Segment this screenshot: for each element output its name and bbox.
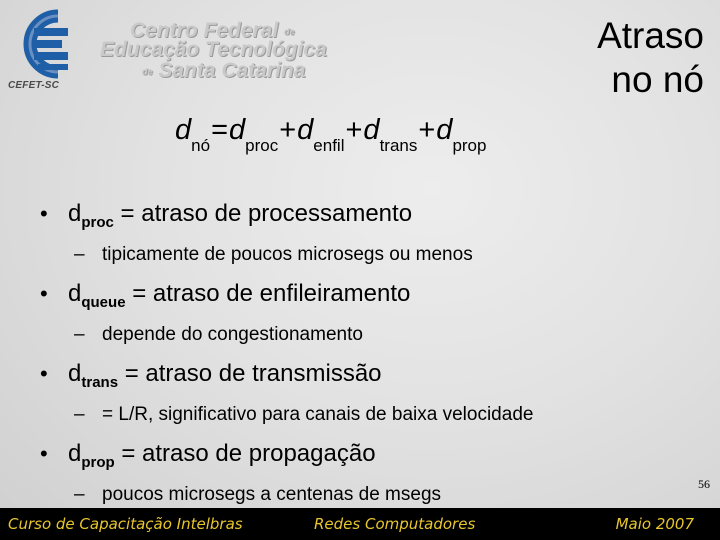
logo-caption: CEFET-SC	[8, 80, 60, 91]
bullet-dot: •	[40, 441, 48, 466]
formula-sub-trans: trans	[379, 136, 418, 155]
formula-var: d	[363, 114, 380, 146]
formula-sub-no: nó	[191, 136, 211, 155]
sub-bullet-item: – poucos microsegs a centenas de msegs	[74, 484, 442, 505]
bullet-item: • $d_{trans}$ = atraso de transmissão	[40, 360, 382, 391]
bullet-dash: –	[74, 404, 85, 425]
cefet-logo-icon	[8, 6, 74, 82]
formula-sub-enfil: enfil	[313, 136, 345, 155]
formula-plus: +	[345, 114, 363, 146]
footer-subject: Redes Computadores	[314, 515, 476, 533]
bullet-item: • $d_{proc}$ = atraso de processamento	[40, 200, 413, 231]
logo-text-line1: Centro Federal de	[130, 19, 295, 42]
slide-title	[597, 14, 704, 102]
bullet-dash: –	[74, 484, 85, 505]
sub-bullet-item: – tipicamente de poucos microsegs ou menos	[74, 244, 473, 265]
bullet-dash: –	[74, 324, 85, 345]
bullet-item: • $d_{queue}$ = atraso de enfileiramento	[40, 280, 411, 311]
delay-formula	[175, 114, 486, 156]
bullet-dot: •	[40, 361, 48, 386]
slide-title-line2: no nó	[611, 59, 704, 100]
formula-plus: +	[418, 114, 436, 146]
bullet-dot: •	[40, 201, 48, 226]
slide-title-line1: Atraso	[597, 15, 704, 56]
formula-equals: =	[211, 114, 228, 146]
institution-logo	[0, 0, 345, 100]
logo-text-line3: de Santa Catarina	[142, 59, 306, 82]
bullet-item: • $d_{prop}$ = atraso de propagação	[40, 440, 376, 471]
formula-var: d	[175, 114, 192, 146]
logo-text-line2: Educação Tecnológica	[100, 38, 327, 61]
formula-sub-prop: prop	[452, 136, 487, 155]
page-number: 56	[698, 477, 710, 491]
formula-sub-proc: proc	[245, 136, 279, 155]
footer-bar	[0, 508, 720, 540]
sub-bullet-item: – = L/R, significativo para canais de baixa velocidade	[74, 404, 534, 425]
sub-bullet-item: – depende do congestionamento	[74, 324, 363, 345]
formula-var: d	[436, 114, 453, 146]
footer-date: Maio 2007	[615, 515, 694, 533]
formula-plus: +	[279, 114, 297, 146]
bullet-dash: –	[74, 244, 85, 265]
formula-var: d	[297, 114, 314, 146]
bullet-dot: •	[40, 281, 48, 306]
bullet-list	[40, 200, 700, 507]
formula-var: d	[229, 114, 246, 146]
footer-course: Curso de Capacitação Intelbras	[8, 515, 243, 533]
